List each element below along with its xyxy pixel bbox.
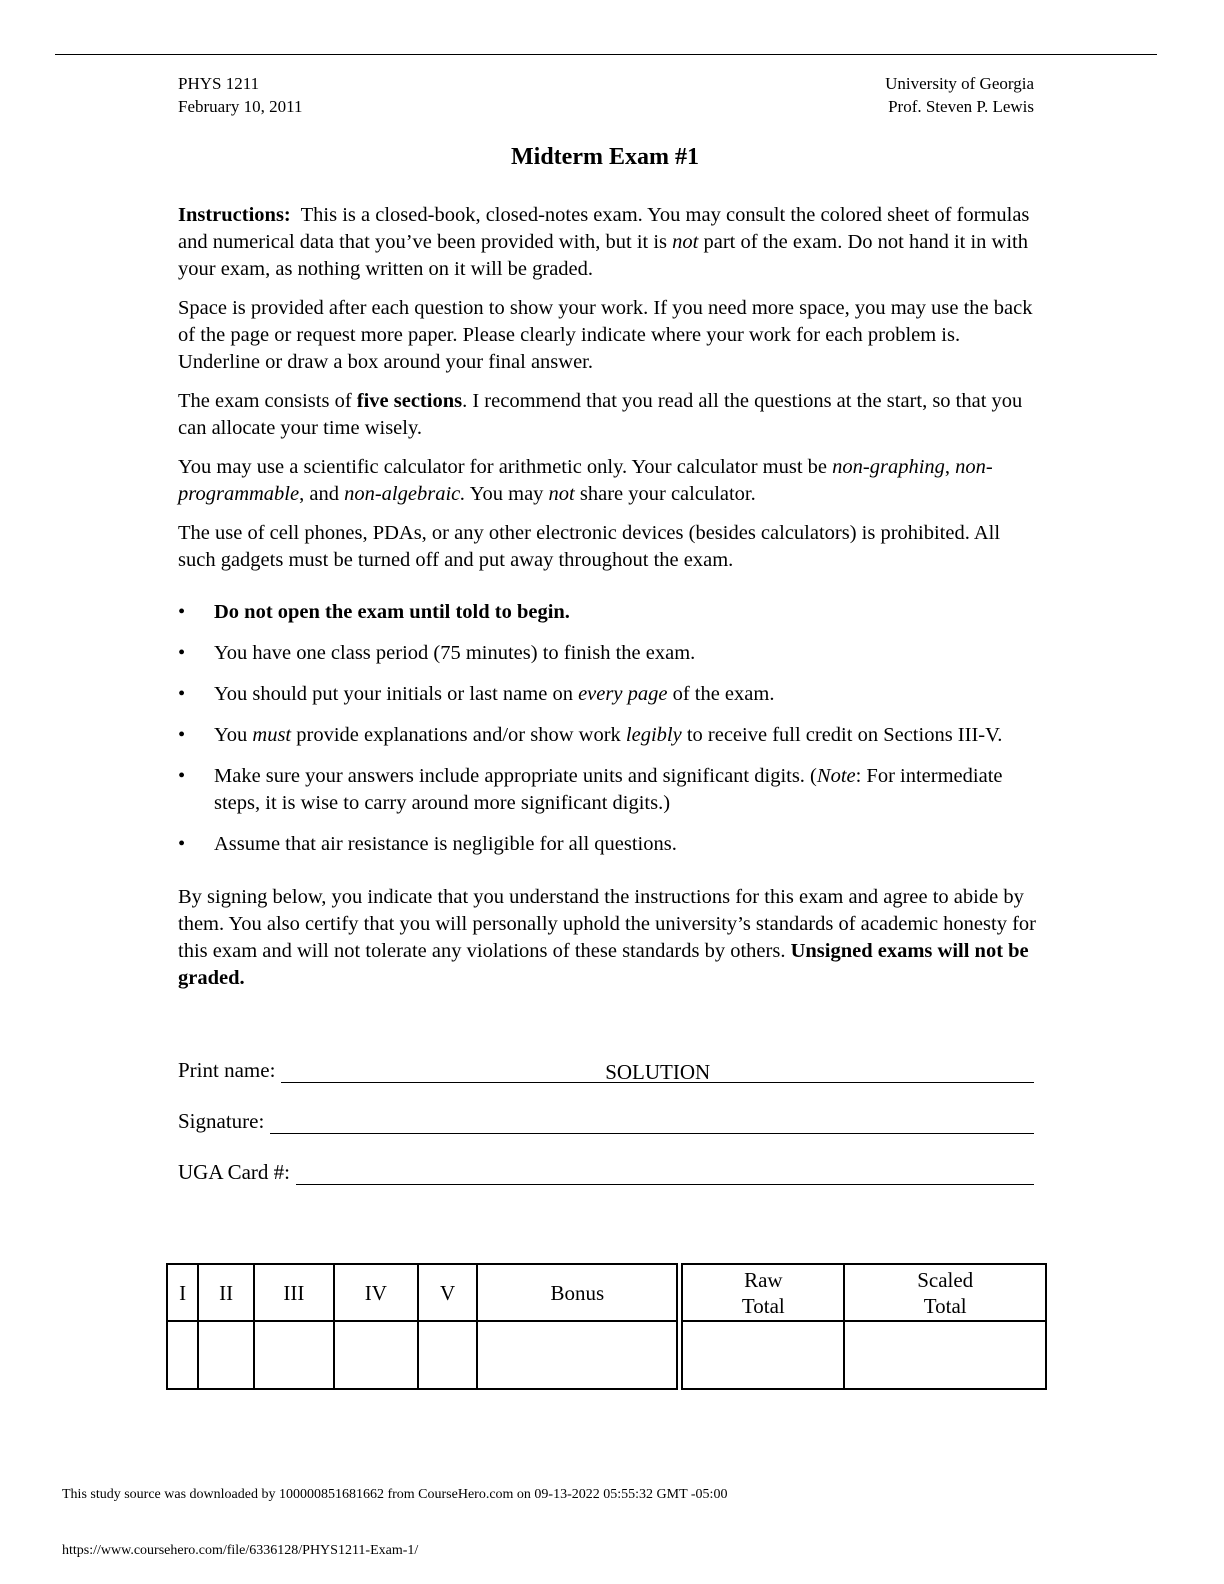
rule-4-a: You bbox=[214, 724, 248, 746]
scaled-label: Scaled bbox=[917, 1267, 974, 1292]
header-cell-scaled-total bbox=[844, 1264, 1046, 1321]
download-notice: This study source was downloaded by 100000851681662 from CourseHero.com on 09-13-2022 05:55:32 GMT -05:00 bbox=[62, 1487, 728, 1502]
score-cell-iii[interactable] bbox=[254, 1321, 334, 1389]
signing-text: By signing below, you indicate that you understand the instructions for this exam and agree to abide by them. You also certify that you will personally uphold the university’s standards of academic honesty for this exam and will not tolerate any violations of these standards by others. bbox=[178, 886, 1036, 962]
rule-2: You have one class period (75 minutes) to finish the exam. bbox=[214, 642, 696, 664]
instructions-paragraph-2: Space is provided after each question to show your work. If you need more space, you may use the back of the page or request more paper. Please clearly indicate where your work for each problem is. Underline or draw a box around your final answer. bbox=[178, 297, 1033, 373]
signature-label: Signature: bbox=[178, 1109, 265, 1133]
rule-3-em: every page bbox=[578, 683, 668, 705]
p1-text-b: part of the exam. Do not hand it in with your exam, as nothing written on it will be graded. bbox=[178, 231, 1029, 280]
rule-5-a: Make sure your answers include appropriate units and significant digits. ( bbox=[214, 765, 817, 787]
rule-4-em-1: must bbox=[252, 724, 292, 746]
rule-1: Do not open the exam until told to begin. bbox=[214, 601, 570, 623]
p4-sep-2: , and bbox=[299, 483, 339, 505]
bullet-icon: • bbox=[178, 765, 186, 787]
rule-4-b: provide explanations and/or show work bbox=[296, 724, 621, 746]
signing-warning: Unsigned exams will not be graded. bbox=[178, 940, 1029, 989]
header-cell-i: I bbox=[167, 1264, 198, 1321]
p4-em-2: non-programmable bbox=[178, 456, 993, 505]
list-item bbox=[178, 763, 1038, 817]
rule-3-b: of the exam. bbox=[672, 683, 775, 705]
professor-name: Prof. Steven P. Lewis bbox=[888, 97, 1034, 116]
score-cell-v[interactable] bbox=[418, 1321, 478, 1389]
p3-text-a: The exam consists of bbox=[178, 390, 352, 412]
print-name-value: SOLUTION bbox=[605, 1060, 711, 1084]
bullet-icon: • bbox=[178, 724, 186, 746]
score-table bbox=[166, 1263, 1047, 1390]
header-cell-bonus: Bonus bbox=[477, 1264, 679, 1321]
instructions-paragraph-5: The use of cell phones, PDAs, or any other electronic devices (besides calculators) is prohibited. All such gadgets must be turned off and put away throughout the exam. bbox=[178, 522, 1001, 571]
bullet-icon: • bbox=[178, 833, 186, 855]
score-cell-bonus[interactable] bbox=[477, 1321, 679, 1389]
score-table-header-row bbox=[167, 1264, 1046, 1321]
p4-text-a: You may use a scientific calculator for arithmetic only. Your calculator must be bbox=[178, 456, 828, 478]
score-cell-iv[interactable] bbox=[334, 1321, 418, 1389]
p4-em-1: non-graphing bbox=[832, 456, 945, 478]
exam-content bbox=[178, 202, 1038, 1004]
score-cell-scaled-total[interactable] bbox=[844, 1321, 1046, 1389]
p1-emphasis: not bbox=[672, 231, 699, 253]
signature-input[interactable] bbox=[270, 1109, 1034, 1134]
exam-date: February 10, 2011 bbox=[178, 97, 303, 116]
list-item bbox=[178, 831, 1038, 858]
bullet-icon: • bbox=[178, 601, 186, 623]
uga-card-field bbox=[178, 1160, 1034, 1185]
p4-em-4: not bbox=[548, 483, 575, 505]
uga-card-label: UGA Card #: bbox=[178, 1160, 290, 1184]
print-name-label: Print name: bbox=[178, 1058, 276, 1082]
list-item bbox=[178, 722, 1038, 749]
p3-bold: five sections bbox=[356, 390, 463, 412]
header-cell-iv: IV bbox=[334, 1264, 418, 1321]
raw-label: Raw bbox=[744, 1267, 783, 1292]
page-title: Midterm Exam #1 bbox=[511, 144, 699, 170]
rule-5-em: Note bbox=[816, 765, 856, 787]
p4-sep-1: , bbox=[944, 456, 951, 478]
header-left bbox=[178, 72, 303, 118]
signature-field bbox=[178, 1109, 1034, 1134]
p4-em-3: non-algebraic. bbox=[344, 483, 466, 505]
list-item bbox=[178, 681, 1038, 708]
list-item bbox=[178, 599, 1038, 626]
list-item bbox=[178, 640, 1038, 667]
header-right bbox=[780, 72, 1034, 118]
p4-text-b: You may bbox=[469, 483, 544, 505]
header-cell-iii: III bbox=[254, 1264, 334, 1321]
print-name-input[interactable] bbox=[281, 1058, 1034, 1083]
uga-card-input[interactable] bbox=[296, 1160, 1034, 1185]
bullet-icon: • bbox=[178, 683, 186, 705]
score-cell-ii[interactable] bbox=[198, 1321, 254, 1389]
instructions-label: Instructions: bbox=[178, 204, 291, 226]
source-url[interactable]: https://www.coursehero.com/file/6336128/PHYS1211-Exam-1/ bbox=[62, 1543, 419, 1558]
rule-4-em-2: legibly bbox=[625, 724, 682, 746]
rule-3-a: You should put your initials or last name on bbox=[214, 683, 573, 705]
p3-text-c: . I recommend that you read all the questions at the start, so that you can allocate your time wisely. bbox=[178, 390, 1023, 439]
instructions-paragraph-4 bbox=[178, 454, 1038, 508]
rules-list bbox=[178, 599, 1038, 858]
rule-5-b: : For intermediate steps, it is wise to carry around more significant digits.) bbox=[214, 765, 1003, 814]
header-cell-v: V bbox=[418, 1264, 478, 1321]
total-label: Total bbox=[923, 1293, 967, 1318]
score-cell-raw-total[interactable] bbox=[680, 1321, 845, 1389]
score-cell-i[interactable] bbox=[167, 1321, 198, 1389]
instructions-paragraph-1 bbox=[178, 202, 1038, 283]
print-name-field bbox=[178, 1058, 1034, 1083]
p1-text-a: This is a closed-book, closed-notes exam. You may consult the colored sheet of formulas and numerical data that you’ve been provided with, but it is bbox=[178, 204, 1030, 253]
rule-4-c: to receive full credit on Sections III-V. bbox=[686, 724, 1003, 746]
rule-6: Assume that air resistance is negligible for all questions. bbox=[214, 833, 677, 855]
top-rule bbox=[55, 54, 1157, 55]
p4-text-c: share your calculator. bbox=[579, 483, 756, 505]
total-label: Total bbox=[741, 1293, 785, 1318]
course-code: PHYS 1211 bbox=[178, 74, 260, 93]
header-cell-raw-total bbox=[680, 1264, 845, 1321]
university-name: University of Georgia bbox=[885, 74, 1034, 93]
instructions-paragraph-3 bbox=[178, 388, 1038, 442]
score-table-entry-row bbox=[167, 1321, 1046, 1389]
header-cell-ii: II bbox=[198, 1264, 254, 1321]
bullet-icon: • bbox=[178, 642, 186, 664]
signing-paragraph bbox=[178, 884, 1038, 992]
